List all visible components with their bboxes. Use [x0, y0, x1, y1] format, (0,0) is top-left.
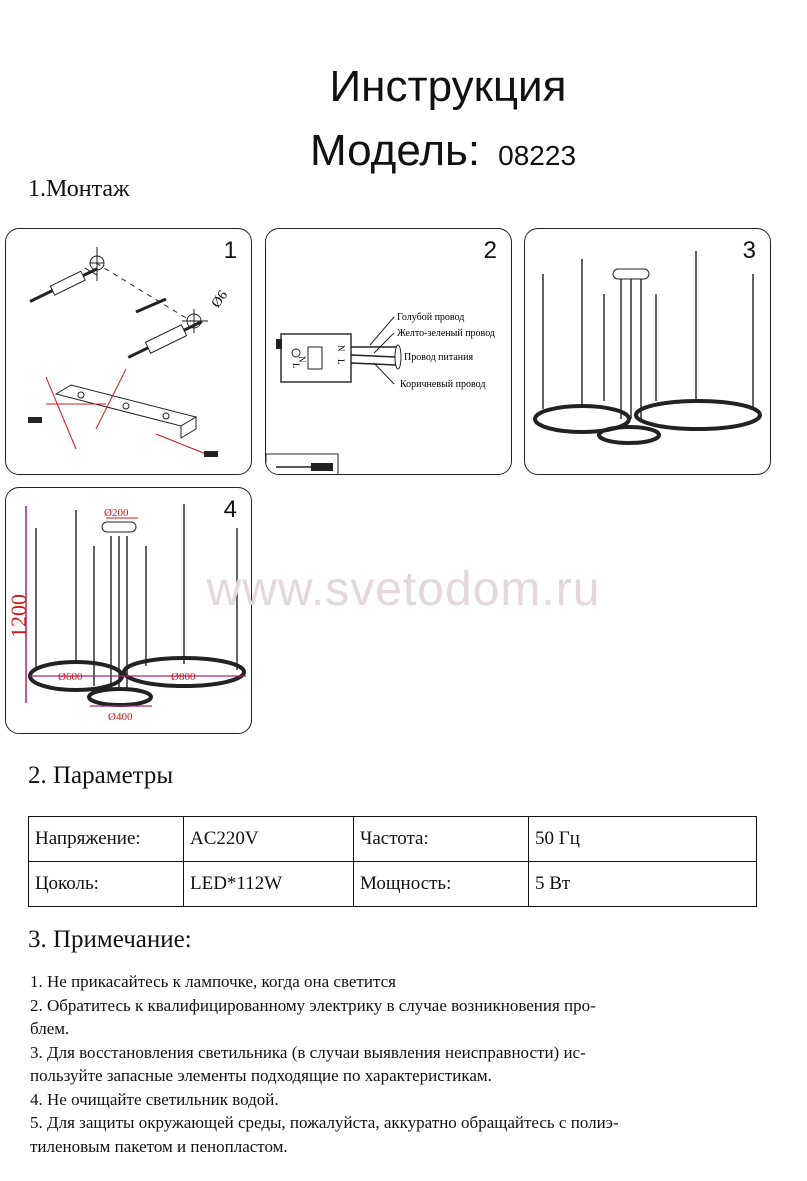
- table-cell: Напряжение:: [29, 817, 184, 862]
- wiring-drawing: [266, 229, 511, 474]
- note-line: тиленовым пакетом и пенопластом.: [30, 1136, 288, 1156]
- note-line: 1. Не прикасайтесь к лампочке, когда она светится: [30, 972, 396, 991]
- model-line: [310, 126, 576, 176]
- dim-ring-right: Ø800: [171, 671, 196, 683]
- assembled-view-drawing: [525, 229, 770, 474]
- table-cell: Цоколь:: [29, 862, 184, 907]
- panel-4-number: 4: [223, 496, 237, 523]
- table-cell: 5 Вт: [529, 862, 757, 907]
- dim-canopy: Ø200: [104, 507, 129, 519]
- section-notes-heading: 3. Примечание:: [28, 926, 192, 953]
- section-mount-heading: 1.Монтаж: [28, 176, 130, 202]
- note-line: 4. Не очищайте светильник водой.: [30, 1089, 279, 1109]
- note-line: 5. Для защиты окружающей среды, пожалуйста, аккуратно обращайтесь с полиэ-: [30, 1113, 619, 1132]
- watermark: www.svetodom.ru: [206, 563, 601, 616]
- drill-diameter-label: Ø6: [209, 288, 232, 311]
- note-line: 3. Для восстановления светильника (в случаи выявления неисправности) ис-: [30, 1042, 586, 1062]
- dim-height: 1200: [6, 594, 31, 638]
- terminal-n-right: N: [336, 345, 346, 352]
- table-cell: Мощность:: [354, 862, 529, 907]
- terminal-l-left: L: [291, 363, 301, 369]
- note-line: пользуйте запасные элементы подходящие по характеристикам.: [30, 1066, 492, 1085]
- wire-power-label: Провод питания: [404, 352, 474, 363]
- model-number: 08223: [498, 140, 577, 171]
- panel-1: [5, 228, 252, 475]
- model-label: Модель:: [310, 126, 481, 175]
- notes-list: [30, 970, 770, 1158]
- wire-blue-label: Голубой провод: [397, 312, 465, 323]
- table-cell: AC220V: [184, 817, 354, 862]
- document-title: Инструкция: [329, 62, 567, 111]
- dim-ring-left: Ø600: [58, 671, 83, 683]
- panel-2: [265, 228, 512, 475]
- panel-3-number: 3: [742, 237, 756, 264]
- terminal-l-right: L: [336, 359, 346, 365]
- wire-brown-label: Коричневый провод: [400, 379, 486, 390]
- table-row: [29, 817, 757, 862]
- dim-ring-bottom: Ø400: [108, 711, 133, 723]
- note-line: 2. Обратитесь к квалифицированному электрику в случае возникновения про-: [30, 995, 596, 1015]
- table-cell: 50 Гц: [529, 817, 757, 862]
- wire-yellow-green-label: Желто-зеленый провод: [397, 328, 495, 339]
- panel-2-number: 2: [483, 237, 497, 264]
- panel-1-number: 1: [223, 237, 237, 264]
- terminal-n-left: N: [297, 356, 307, 363]
- params-table: [28, 816, 757, 907]
- section-params-heading: 2. Параметры: [28, 762, 174, 789]
- table-row: [29, 862, 757, 907]
- table-cell: Частота:: [354, 817, 529, 862]
- table-cell: LED*112W: [184, 862, 354, 907]
- panel-3: [524, 228, 771, 475]
- mounting-drawing: [6, 229, 251, 474]
- note-line: блем.: [30, 1019, 70, 1038]
